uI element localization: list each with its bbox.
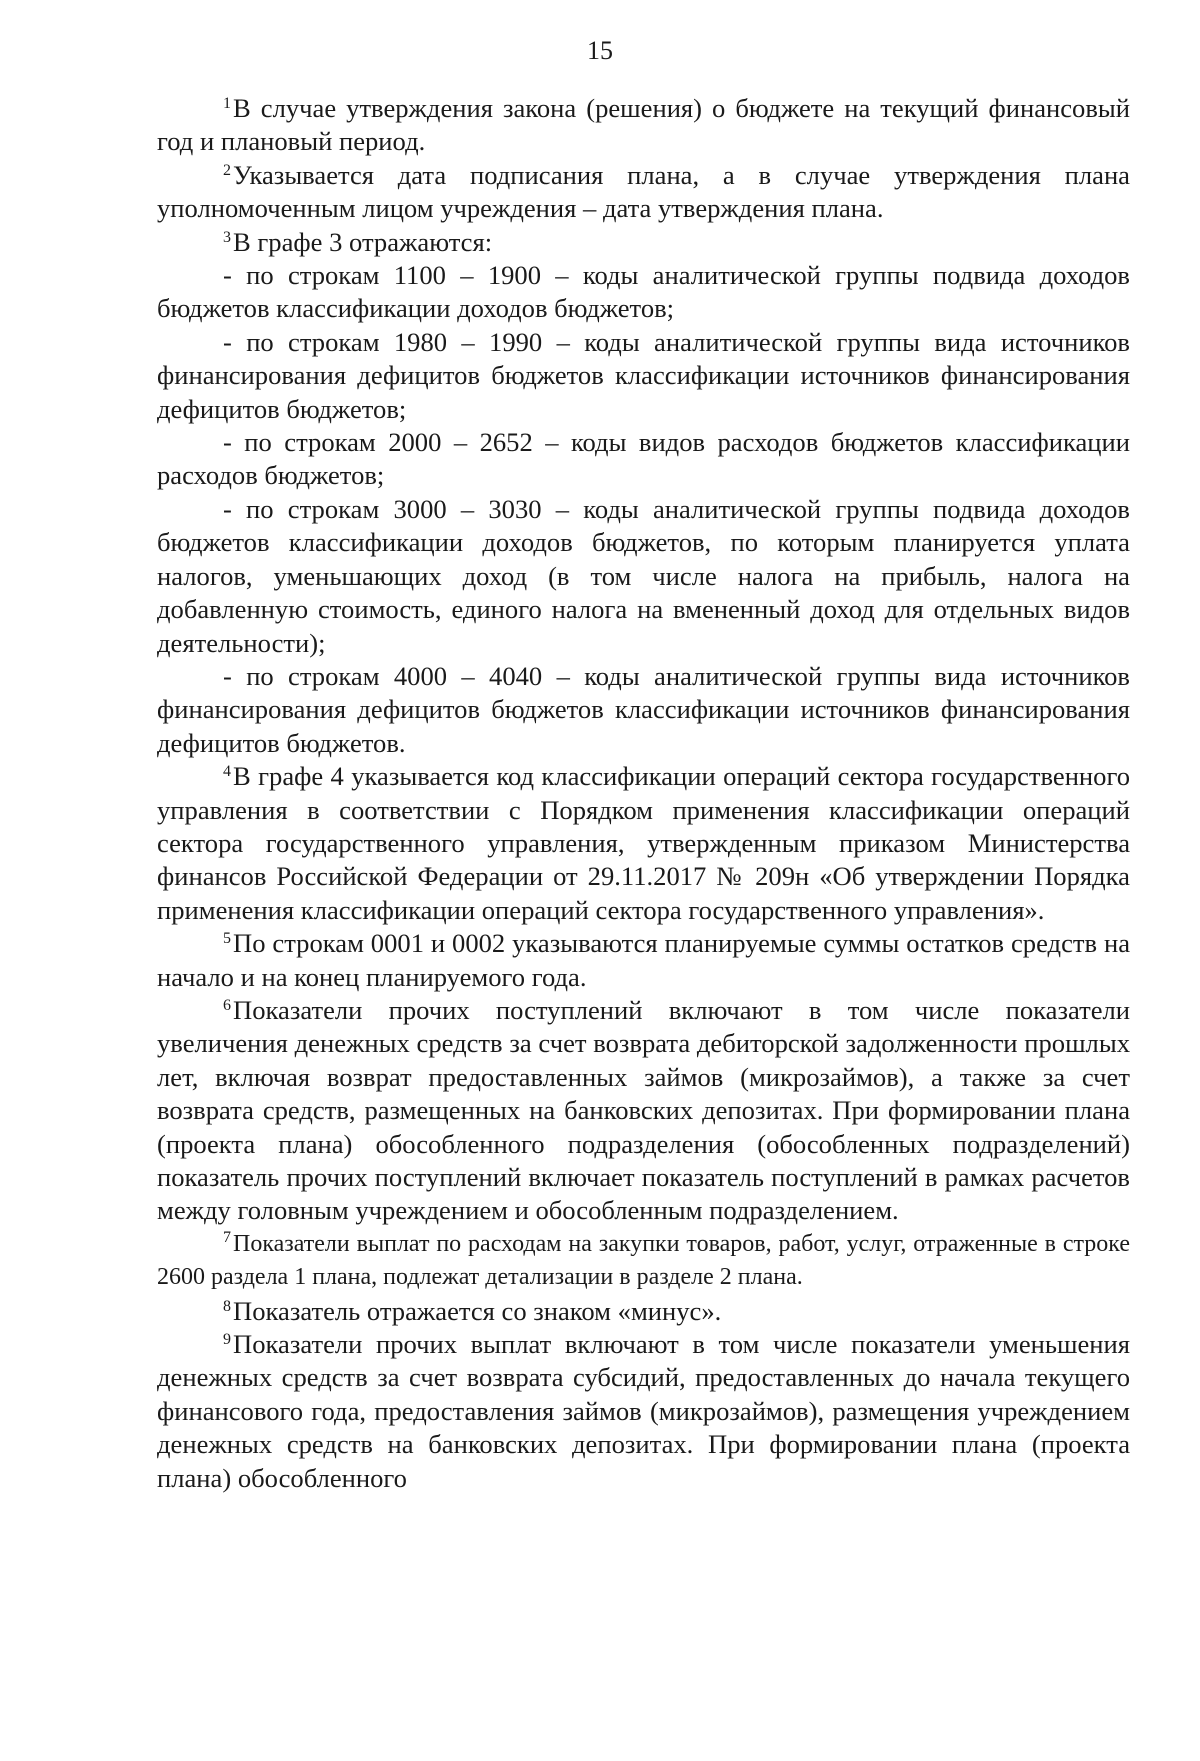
footnote-4 (157, 760, 1130, 927)
list-item (157, 660, 1130, 760)
list-item (157, 493, 1130, 660)
footnote-marker: 1 (223, 95, 231, 112)
list-item-text: - по строкам 1980 – 1990 – коды аналитической группы вида источников финансирования дефицитов бюджетов классификации источников финансирования дефицитов бюджетов; (157, 326, 1130, 424)
footnote-marker: 6 (223, 996, 231, 1014)
footnote-text: Показатель отражается со знаком «минус». (233, 1295, 722, 1326)
list-item-text: - по строкам 2000 – 2652 – коды видов расходов бюджетов классификации расходов бюджетов; (157, 427, 1130, 491)
list-item (157, 426, 1130, 493)
footnote-7 (157, 1228, 1130, 1295)
footnote-marker: 3 (223, 228, 231, 246)
footnote-2 (157, 159, 1130, 226)
list-item-text: - по строкам 4000 – 4040 – коды аналитической группы вида источников финансирования дефицитов бюджетов классификации источников финансирования дефицитов бюджетов. (157, 660, 1130, 758)
footnote-1 (157, 92, 1130, 159)
list-item (157, 326, 1130, 426)
footnote-text: Показатели прочих выплат включают в том числе показатели уменьшения денежных средств за счет возврата субсидий, предоставленных до начала текущего финансового года, предоставления займов (микрозаймов), размещения учреждением денежных средств на банковских депозитах. При формировании плана (проекта плана) обособленного (157, 1329, 1130, 1493)
footnote-marker: 2 (223, 161, 231, 179)
footnote-6 (157, 994, 1130, 1228)
footnote-text: По строкам 0001 и 0002 указываются планируемые суммы остатков средств на начало и на конец планируемого года. (157, 928, 1130, 992)
footnote-text: В графе 4 указывается код классификации операций сектора государственного управления в соответствии с Порядком применения классификации операций сектора государственного управления, утвержденным приказом Министерства финансов Российской Федерации от 29.11.2017 № 209н «Об утверждении Порядка применения классификации операций сектора государственного управления». (157, 761, 1130, 925)
footnote-marker: 5 (223, 930, 231, 948)
footnote-marker: 9 (223, 1331, 231, 1349)
footnotes-body (157, 92, 1130, 1495)
list-item-text: - по строкам 3000 – 3030 – коды аналитической группы подвида доходов бюджетов классификации доходов бюджетов, по которым планируется уплата налогов, уменьшающих доход (в том числе налога на прибыль, налога на добавленную стоимость, единого налога на вмененный доход для отдельных видов деятельности); (157, 493, 1130, 658)
footnote-8 (157, 1295, 1130, 1328)
footnote-text: Указывается дата подписания плана, а в случае утверждения плана уполномоченным лицом учреждения – дата утверждения плана. (157, 159, 1130, 224)
footnote-text: В графе 3 отражаются: (233, 226, 493, 257)
footnote-marker: 7 (223, 1228, 231, 1246)
footnote-5 (157, 927, 1130, 994)
footnote-marker: 4 (223, 763, 231, 781)
footnote-text: Показатели выплат по расходам на закупки товаров, работ, услуг, отраженные в строке 2600 раздела 1 плана, подлежат детализации в разделе 2 плана. (157, 1230, 1130, 1291)
footnote-9 (157, 1328, 1130, 1495)
footnote-text: Показатели прочих поступлений включают в том числе показатели увеличения денежных средств за счет возврата дебиторской задолженности прошлых лет, включая возврат предоставленных займов (микрозаймов), а также за счет возврата средств, размещенных на банковских депозитах. При формировании плана (проекта плана) обособленного подразделения (обособленных подразделений) показатель прочих поступлений включает показатель поступлений в рамках расчетов между головным учреждением и обособленным подразделением. (157, 994, 1130, 1226)
footnote-marker: 8 (223, 1297, 231, 1315)
list-item-text: - по строкам 1100 – 1900 – коды аналитической группы подвида доходов бюджетов классификации доходов бюджетов; (157, 260, 1130, 324)
footnote-text: В случае утверждения закона (решения) о бюджете на текущий финансовый год и плановый период. (157, 93, 1130, 157)
footnote-3 (157, 226, 1130, 259)
list-item (157, 259, 1130, 326)
page-number: 15 (587, 36, 613, 65)
